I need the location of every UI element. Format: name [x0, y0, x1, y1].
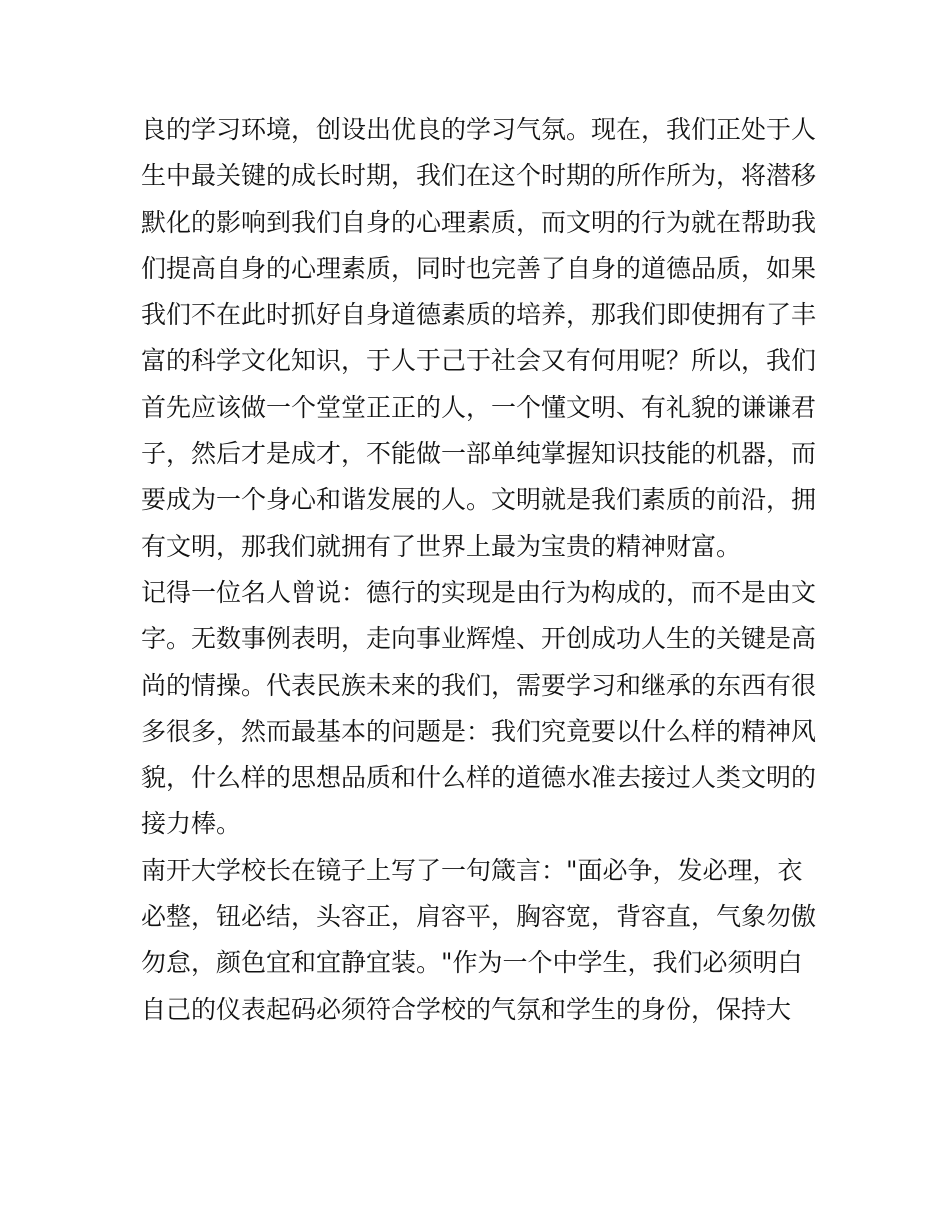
text-line: 字。无数事例表明，走向事业辉煌、开创成功人生的关键是高 — [141, 624, 817, 654]
text-line: 子，然后才是成才，不能做一部单纯掌握知识技能的机器，而 — [141, 439, 817, 469]
text-line: 有文明，那我们就拥有了世界上最为宝贵的精神财富。 — [141, 531, 742, 561]
text-line: 良的学习环境，创设出优良的学习气氛。现在，我们正处于人 — [141, 115, 817, 144]
text-line: 生中最关键的成长时期，我们在这个时期的所作所为，将潜移 — [141, 161, 817, 191]
text-line: 勿怠，颜色宜和宜静宜装。"作为一个中学生，我们必须明白 — [141, 948, 803, 978]
text-line: 富的科学文化知识，于人于己于社会又有何用呢？所以，我们 — [141, 346, 817, 376]
text-line: 必整，钮必结，头容正，肩容平，胸容宽，背容直，气象勿傲 — [141, 902, 817, 932]
text-line: 多很多，然而最基本的问题是：我们究竟要以什么样的精神风 — [141, 716, 817, 746]
text-line: 我们不在此时抓好自身道德素质的培养，那我们即使拥有了丰 — [141, 300, 817, 330]
text-line: 要成为一个身心和谐发展的人。文明就是我们素质的前沿，拥 — [141, 485, 817, 515]
text-line: 默化的影响到我们自身的心理素质，而文明的行为就在帮助我 — [141, 207, 817, 237]
text-line: 貌，什么样的思想品质和什么样的道德水准去接过人类文明的 — [141, 763, 817, 793]
text-line: 自己的仪表起码必须符合学校的气氛和学生的身份，保持大 — [141, 994, 792, 1024]
text-line: 们提高自身的心理素质，同时也完善了自身的道德品质，如果 — [141, 253, 817, 283]
body-text — [141, 107, 821, 1033]
text-line: 首先应该做一个堂堂正正的人，一个懂文明、有礼貌的谦谦君 — [141, 392, 817, 422]
text-line: 尚的情操。代表民族未来的我们，需要学习和继承的东西有很 — [141, 670, 817, 700]
text-line: 记得一位名人曾说：德行的实现是由行为构成的，而不是由文 — [141, 577, 817, 607]
text-line: 南开大学校长在镜子上写了一句箴言："面必争，发必理，衣 — [141, 855, 803, 885]
text-line: 接力棒。 — [141, 809, 242, 839]
